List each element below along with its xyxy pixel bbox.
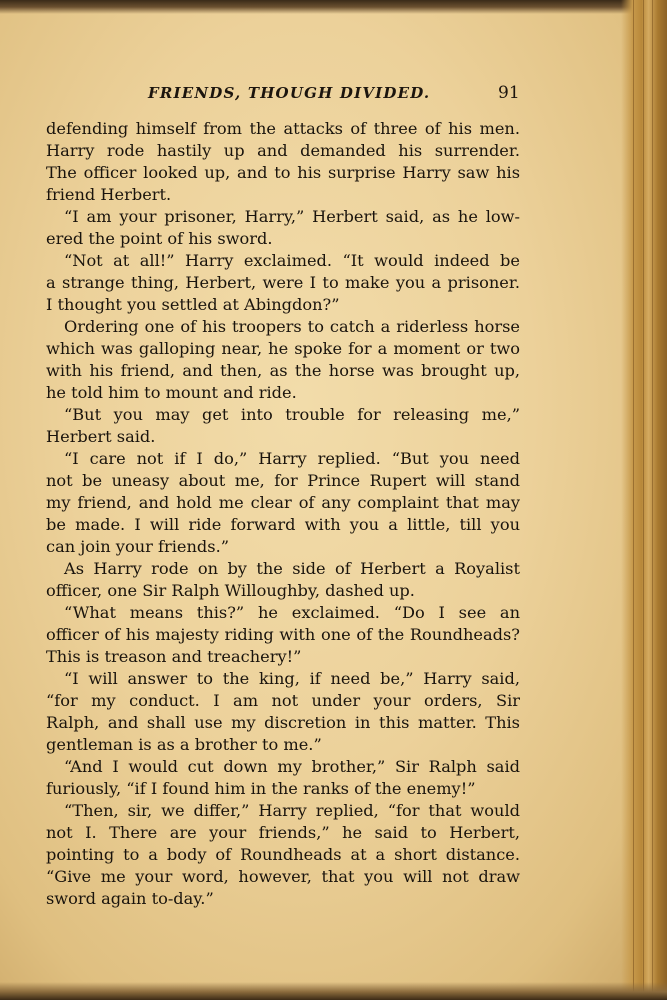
text-line: I thought you settled at Abingdon?” <box>46 295 340 314</box>
text-line: a strange thing, Herbert, were I to make you a prisoner. <box>46 273 520 292</box>
text-line: my friend, and hold me clear of any complaint that may <box>46 493 520 512</box>
text-line: “Then, sir, we differ,” Harry replied, “for that would <box>64 801 520 820</box>
text-line: not I. There are your friends,” he said to Herbert, <box>46 823 520 842</box>
text-line: “for my conduct. I am not under your orders, Sir <box>46 691 520 710</box>
body-text <box>46 118 520 910</box>
text-line: “Not at all!” Harry exclaimed. “It would indeed be <box>64 251 520 270</box>
text-line: The officer looked up, and to his surprise Harry saw his <box>46 163 520 182</box>
text-line: can join your friends.” <box>46 537 230 556</box>
text-line: This is treason and treachery!” <box>46 647 302 666</box>
text-line: “I am your prisoner, Harry,” Herbert said, as he low- <box>64 207 520 226</box>
text-line: “But you may get into trouble for releasing me,” <box>64 405 520 424</box>
book-spine-edge <box>621 0 667 1000</box>
text-line: Herbert said. <box>46 427 156 446</box>
page-header <box>46 84 526 108</box>
text-line: officer, one Sir Ralph Willoughby, dashed up. <box>46 581 415 600</box>
text-line: officer of his majesty riding with one of the Roundheads? <box>46 625 520 644</box>
text-line: “I will answer to the king, if need be,” Harry said, <box>64 669 520 688</box>
text-line: “Give me your word, however, that you will not draw <box>46 867 520 886</box>
text-line: Ordering one of his troopers to catch a riderless horse <box>64 317 520 336</box>
text-line: “And I would cut down my brother,” Sir Ralph said <box>64 757 520 776</box>
page-number: 91 <box>498 83 520 103</box>
running-head: FRIENDS, THOUGH DIVIDED. <box>148 84 431 102</box>
text-line: Harry rode hastily up and demanded his surrender. <box>46 141 520 160</box>
text-line: with his friend, and then, as the horse was brought up, <box>46 361 520 380</box>
spine-line <box>633 0 634 1000</box>
text-line: As Harry rode on by the side of Herbert a Royalist <box>64 559 520 578</box>
text-line: gentleman is as a brother to me.” <box>46 735 322 754</box>
text-line: be made. I will ride forward with you a little, till you <box>46 515 520 534</box>
text-line: Ralph, and shall use my discretion in this matter. This <box>46 713 520 732</box>
page-bottom-edge <box>0 982 667 1000</box>
text-line: furiously, “if I found him in the ranks of the enemy!” <box>46 779 476 798</box>
text-line: not be uneasy about me, for Prince Rupert will stand <box>46 471 520 490</box>
text-line: “What means this?” he exclaimed. “Do I see an <box>64 603 520 622</box>
text-line: friend Herbert. <box>46 185 172 204</box>
text-line: “I care not if I do,” Harry replied. “But you need <box>64 449 520 468</box>
text-line: he told him to mount and ride. <box>46 383 297 402</box>
spine-line <box>643 0 644 1000</box>
text-line: defending himself from the attacks of three of his men. <box>46 119 520 138</box>
text-line: which was galloping near, he spoke for a moment or two <box>46 339 520 358</box>
spine-line <box>652 0 653 1000</box>
text-line: pointing to a body of Roundheads at a short distance. <box>46 845 520 864</box>
text-line: sword again to-day.” <box>46 889 214 908</box>
page-top-edge <box>0 0 667 14</box>
text-line: ered the point of his sword. <box>46 229 273 248</box>
